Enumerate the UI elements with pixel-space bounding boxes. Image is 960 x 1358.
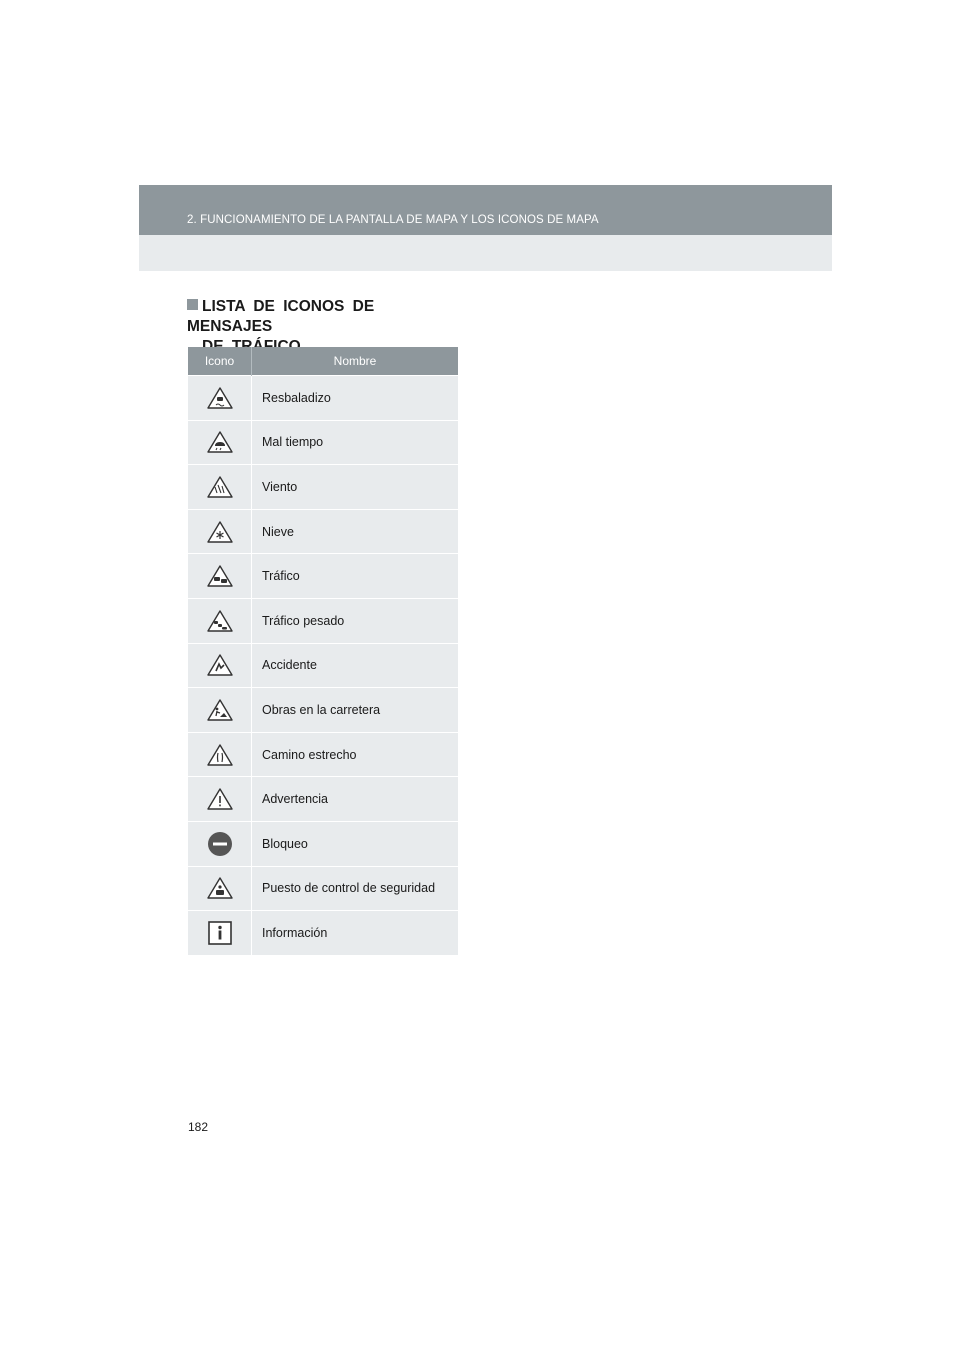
security-checkpoint-icon bbox=[207, 876, 233, 900]
page-number: 182 bbox=[188, 1120, 209, 1134]
icon-name: Tráfico bbox=[252, 554, 459, 599]
icon-name: Obras en la carretera bbox=[252, 688, 459, 733]
icon-name: Resbaladizo bbox=[252, 376, 459, 421]
table-row bbox=[188, 509, 458, 554]
icon-name: Accidente bbox=[252, 643, 459, 688]
traffic-icon bbox=[207, 564, 233, 588]
information-icon bbox=[208, 921, 232, 945]
slippery-road-icon bbox=[207, 386, 233, 410]
bad-weather-icon bbox=[207, 430, 233, 454]
icon-name: Camino estrecho bbox=[252, 732, 459, 777]
table-row bbox=[188, 376, 458, 421]
table-row bbox=[188, 554, 458, 599]
heavy-traffic-icon bbox=[207, 609, 233, 633]
traffic-icons-table bbox=[188, 347, 458, 955]
column-header-name: Nombre bbox=[252, 347, 459, 376]
table-row bbox=[188, 866, 458, 911]
icon-name: Tráfico pesado bbox=[252, 598, 459, 643]
icon-name: Nieve bbox=[252, 509, 459, 554]
chapter-title: 2. FUNCIONAMIENTO DE LA PANTALLA DE MAPA Y LOS ICONOS DE MAPA bbox=[187, 214, 599, 226]
roadworks-icon bbox=[207, 698, 233, 722]
snow-icon bbox=[207, 520, 233, 544]
warning-icon bbox=[207, 787, 233, 811]
table-row bbox=[188, 643, 458, 688]
chapter-header-subband bbox=[139, 235, 832, 271]
accident-icon bbox=[207, 653, 233, 677]
table-header-row bbox=[188, 347, 458, 376]
narrow-road-icon bbox=[207, 743, 233, 767]
icon-name: Información bbox=[252, 911, 459, 955]
table-row bbox=[188, 465, 458, 510]
table-row bbox=[188, 777, 458, 822]
table-row bbox=[188, 420, 458, 465]
icon-name: Puesto de control de seguridad bbox=[252, 866, 459, 911]
square-bullet-icon bbox=[187, 299, 198, 310]
table-row bbox=[188, 911, 458, 955]
icon-name: Viento bbox=[252, 465, 459, 510]
table-row bbox=[188, 598, 458, 643]
icon-name: Advertencia bbox=[252, 777, 459, 822]
blockage-icon bbox=[207, 831, 233, 857]
section-title-line1: LISTA DE ICONOS DE MENSAJES bbox=[187, 298, 375, 335]
column-header-icon: Icono bbox=[188, 347, 252, 376]
table-row bbox=[188, 688, 458, 733]
chapter-header bbox=[139, 185, 832, 235]
icon-name: Mal tiempo bbox=[252, 420, 459, 465]
icon-name: Bloqueo bbox=[252, 821, 459, 866]
wind-icon bbox=[207, 475, 233, 499]
table-row bbox=[188, 821, 458, 866]
table-row bbox=[188, 732, 458, 777]
